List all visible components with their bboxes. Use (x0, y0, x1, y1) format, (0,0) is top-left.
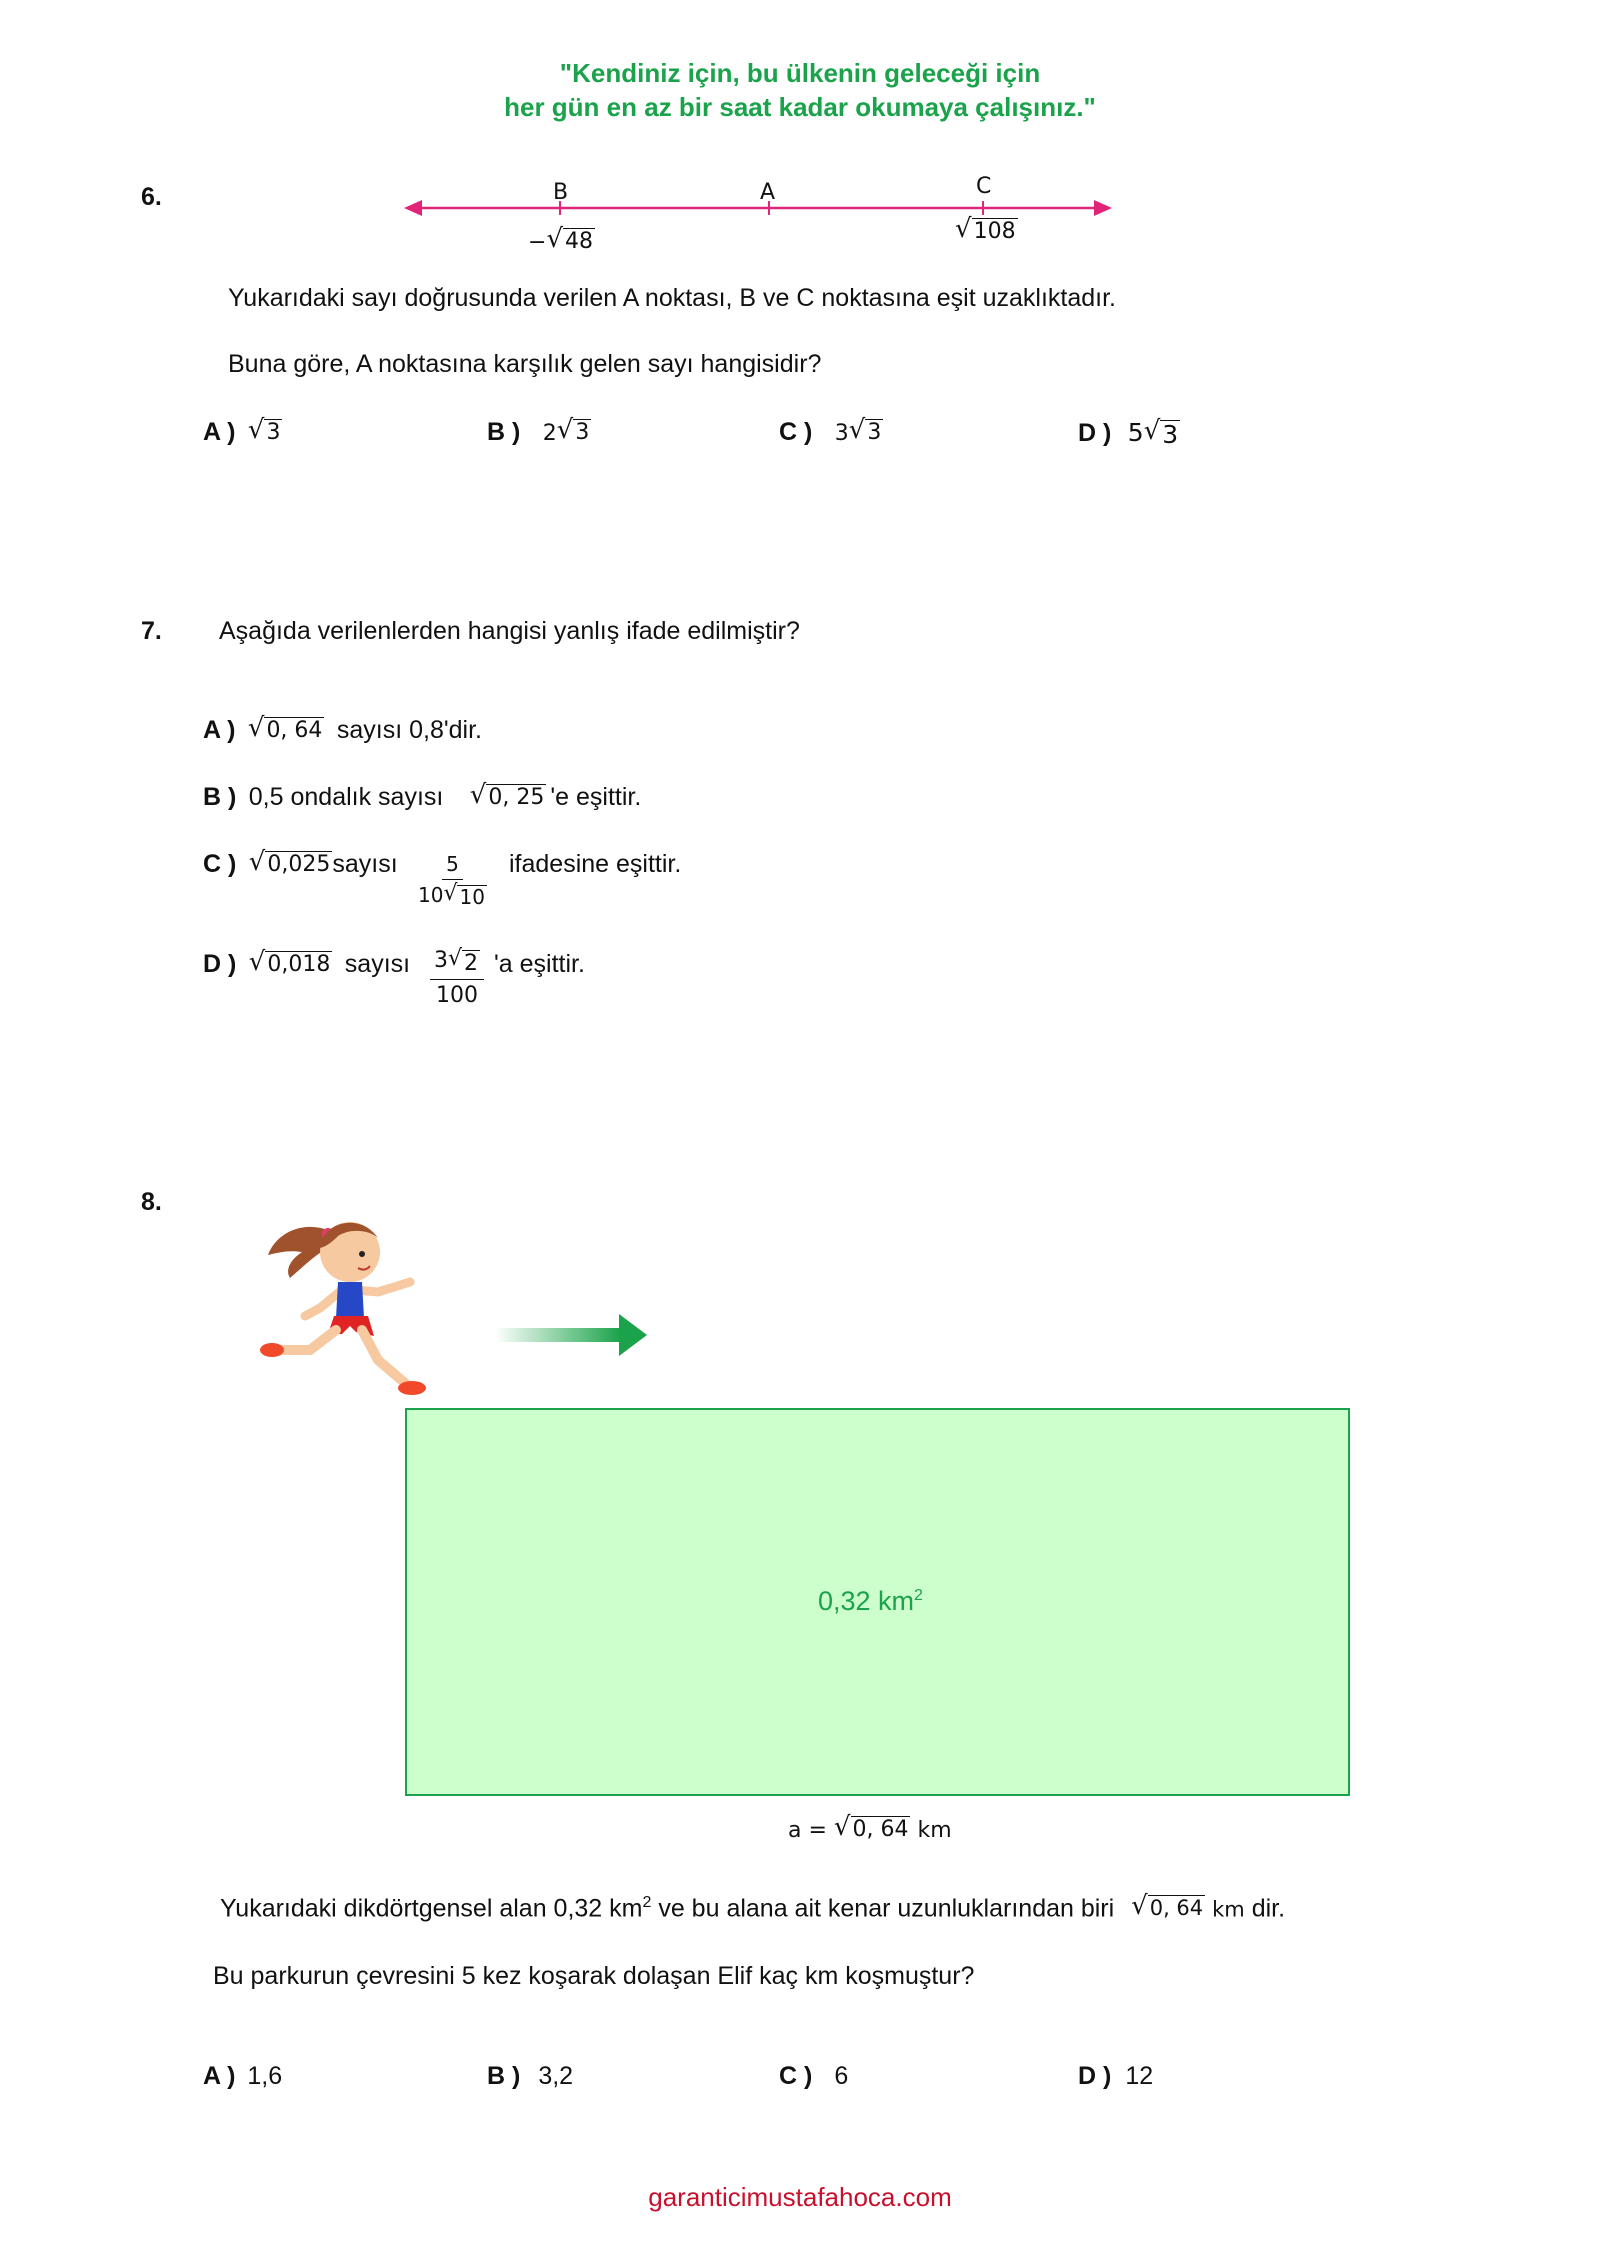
question-7-number: 7. (141, 617, 162, 645)
direction-arrow-icon (495, 1310, 655, 1360)
q8-option-b[interactable]: B ) 3,2 (487, 2062, 574, 2090)
point-b-label: B (553, 180, 569, 205)
area-label: 0,32 $km^2$ (818, 1586, 923, 1616)
q6-option-d[interactable]: D ) 5 √ 3 (1078, 416, 1179, 449)
point-c-value: √ 108 (955, 214, 1016, 244)
question-8-stem-1: Yukarıdaki dikdörtgensel alan 0,32 $km^2$ ve bu alana ait kenar uzunluklarından biri √ 0, 64 km dir. (220, 1891, 1286, 1923)
question-7-stem: Aşağıda verilenlerden hangisi yanlış ifade edilmiştir? (219, 617, 800, 645)
side-length-label: a = √ 0, 64 km (788, 1812, 952, 1843)
question-6-stem-2: Buna göre, A noktasına karşılık gelen sayı hangisidir? (228, 350, 822, 378)
q6-option-c[interactable]: C ) 3 √ 3 (779, 415, 882, 446)
number-line-right-arrow (1094, 200, 1112, 216)
q7-option-b[interactable]: B ) 0,5 ondalık sayısı √ 0, 25 'e eşittir. (203, 780, 642, 811)
q7-option-c-tail: ifadesine eşittir. (509, 850, 682, 878)
q8-option-c[interactable]: C ) 6 (779, 2062, 849, 2090)
question-8-stem-2: Bu parkurun çevresini 5 kez koşarak dolaşan Elif kaç km koşmuştur? (213, 1962, 975, 1990)
footer-website[interactable]: garanticimustafahoca.com (648, 2182, 952, 2212)
q7-option-c-fraction: 5 10 √ 10 (418, 852, 485, 909)
q7-option-d-fraction: 3 √ 2 100 (430, 948, 484, 1008)
q6-option-b[interactable]: B ) 2 √ 3 (487, 415, 590, 446)
question-6-stem-1: Yukarıdaki sayı doğrusunda verilen A noktası, B ve C noktasına eşit uzaklıktadır. (228, 284, 1117, 312)
q7-option-c[interactable]: C ) √ 0,025 sayısı (203, 847, 398, 878)
q8-option-d[interactable]: D ) 12 (1078, 2062, 1154, 2090)
question-8-number: 8. (141, 1188, 162, 1216)
q7-option-a[interactable]: A ) √ 0, 64 sayısı 0,8'dir. (203, 713, 482, 744)
point-a-label: A (760, 180, 776, 205)
motto-line-2: her gün en az bir saat kadar okumaya çalışınız." (504, 92, 1096, 122)
point-b-value: − √ 48 (528, 224, 594, 255)
q7-option-d-tail: 'a eşittir. (494, 950, 585, 978)
question-6-number: 6. (141, 183, 162, 211)
motto-line-1: "Kendiniz için, bu ülkenin geleceği için (559, 58, 1041, 88)
q7-option-d[interactable]: D ) √ 0,018 sayısı (203, 947, 411, 978)
running-girl-illustration (250, 1200, 450, 1420)
point-c-label: C (976, 174, 992, 199)
q8-option-a[interactable]: A ) 1,6 (203, 2062, 283, 2090)
q6-option-a[interactable]: A ) √ 3 (203, 415, 281, 446)
number-line-left-arrow (404, 200, 422, 216)
